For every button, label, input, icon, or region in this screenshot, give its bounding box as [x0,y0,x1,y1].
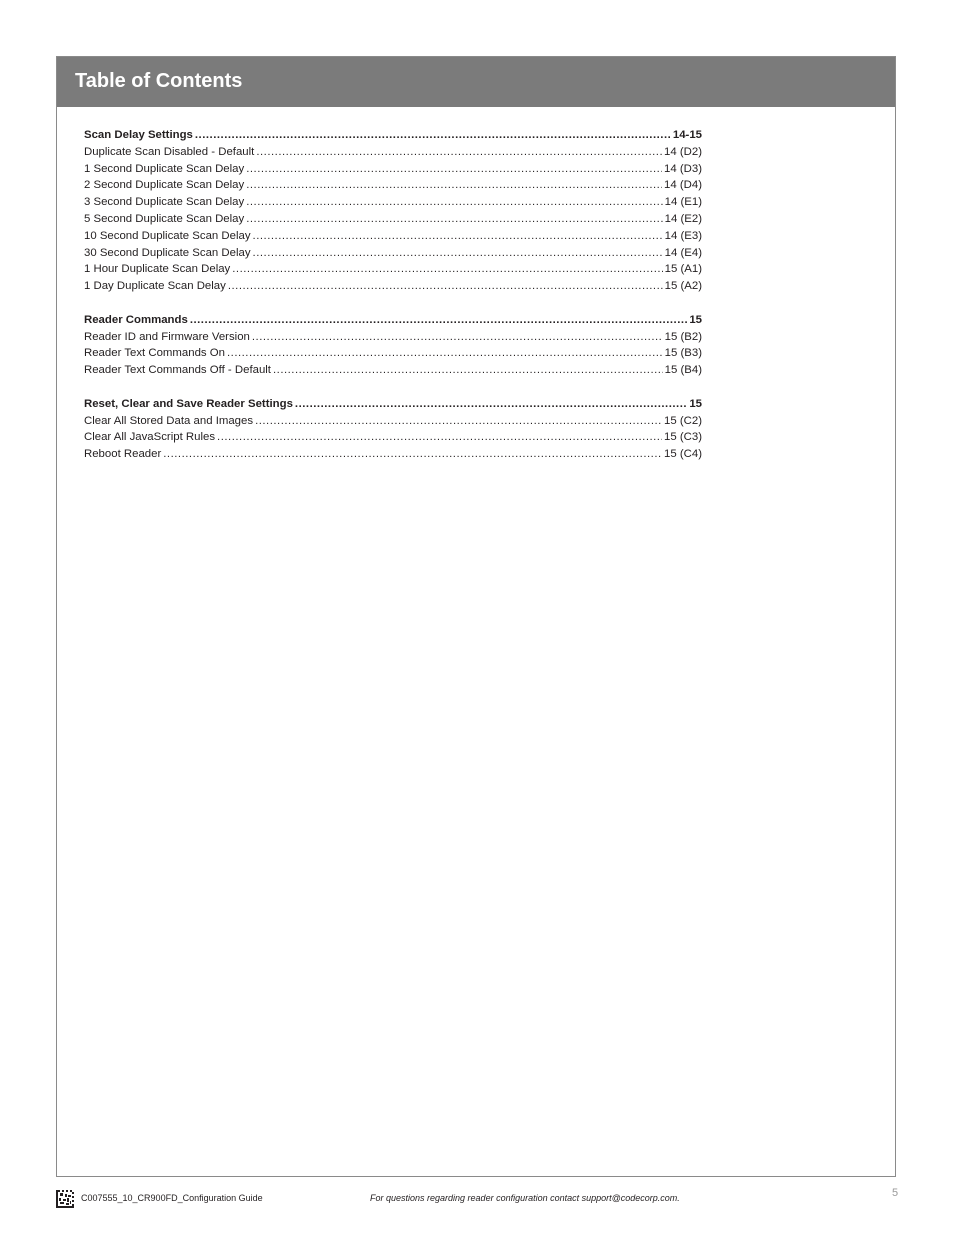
toc-entry-page: 15 (B4) [664,364,702,377]
toc-entry-label: 10 Second Duplicate Scan Delay [84,229,251,242]
toc-section-reader-commands [84,312,702,379]
toc-entry-page: 14 (D4) [664,179,702,192]
toc-entry[interactable] [84,194,702,211]
toc-entry[interactable] [84,345,702,362]
toc-heading-page: 15 [689,397,702,410]
toc-entry[interactable] [84,429,702,446]
toc-leader [253,228,663,245]
toc-entry-page: 14 (E2) [664,212,702,225]
toc-entry-page: 15 (B2) [664,330,702,343]
page-frame [56,56,896,1177]
toc-heading-label: Scan Delay Settings [84,129,193,141]
toc-leader [190,312,688,329]
toc-leader [252,329,663,346]
table-of-contents [84,127,702,480]
toc-entry-label: 1 Second Duplicate Scan Delay [84,162,245,175]
toc-leader [253,245,663,262]
toc-entry[interactable] [84,228,702,245]
toc-heading-page: 15 [689,313,702,326]
toc-entry-label: 3 Second Duplicate Scan Delay [84,196,245,209]
document-code: C007555_10_CR900FD_Configuration Guide [81,1193,263,1203]
toc-entry-page: 14 (E4) [664,246,702,259]
toc-heading-label: Reset, Clear and Save Reader Settings [84,397,293,410]
toc-entry-label: Reader Text Commands Off - Default [84,364,271,377]
toc-entry-page: 15 (C3) [664,431,702,444]
toc-entry-label: 5 Second Duplicate Scan Delay [84,212,245,225]
datamatrix-icon [56,1190,74,1208]
toc-entry[interactable] [84,278,702,295]
toc-heading[interactable] [84,312,702,329]
support-contact-note: For questions regarding reader configuration contact support@codecorp.com. [370,1193,680,1203]
toc-entry-page: 14 (E1) [664,196,702,209]
toc-leader [217,429,662,446]
toc-entry[interactable] [84,177,702,194]
toc-entry[interactable] [84,144,702,161]
toc-entry[interactable] [84,362,702,379]
toc-entry[interactable] [84,211,702,228]
toc-entry-label: Reader ID and Firmware Version [84,330,250,343]
toc-leader [273,362,663,379]
toc-entry-page: 14 (D2) [664,145,702,158]
toc-entry-label: Duplicate Scan Disabled - Default [84,145,255,158]
toc-leader [163,446,662,463]
toc-leader [227,345,663,362]
toc-leader [246,177,662,194]
toc-leader [295,396,687,413]
toc-leader [246,211,662,228]
toc-leader [246,194,662,211]
header-bar [57,57,895,107]
toc-entry[interactable] [84,446,702,463]
toc-leader [256,144,662,161]
toc-entry-label: 1 Day Duplicate Scan Delay [84,280,226,293]
toc-entry-label: 30 Second Duplicate Scan Delay [84,246,251,259]
toc-section-reset-clear-save [84,396,702,463]
toc-entry-page: 15 (C4) [664,448,702,461]
toc-leader [232,261,662,278]
page-footer [0,1185,954,1225]
toc-entry-page: 15 (A1) [664,263,702,276]
toc-entry[interactable] [84,245,702,262]
toc-entry-page: 15 (B3) [664,347,702,360]
toc-entry-label: Clear All Stored Data and Images [84,414,254,427]
toc-entry[interactable] [84,161,702,178]
toc-entry-page: 15 (C2) [664,414,702,427]
toc-entry-label: Reader Text Commands On [84,347,225,360]
toc-entry[interactable] [84,261,702,278]
toc-heading-page: 14-15 [672,129,702,141]
toc-entry-page: 14 (E3) [664,229,702,242]
toc-entry-label: 1 Hour Duplicate Scan Delay [84,263,231,276]
toc-heading[interactable] [84,127,702,144]
toc-entry-page: 15 (A2) [664,280,702,293]
toc-entry[interactable] [84,413,702,430]
toc-entry[interactable] [84,329,702,346]
page-title: Table of Contents [75,70,243,92]
toc-entry-label: Reboot Reader [84,448,162,461]
toc-leader [246,161,662,178]
page-number: 5 [892,1187,899,1199]
toc-heading-label: Reader Commands [84,313,188,326]
toc-entry-label: 2 Second Duplicate Scan Delay [84,179,245,192]
toc-leader [255,413,662,430]
toc-leader [195,127,671,144]
toc-section-scan-delay [84,127,702,295]
toc-heading[interactable] [84,396,702,413]
toc-leader [228,278,663,295]
toc-entry-page: 14 (D3) [664,162,702,175]
toc-entry-label: Clear All JavaScript Rules [84,431,216,444]
